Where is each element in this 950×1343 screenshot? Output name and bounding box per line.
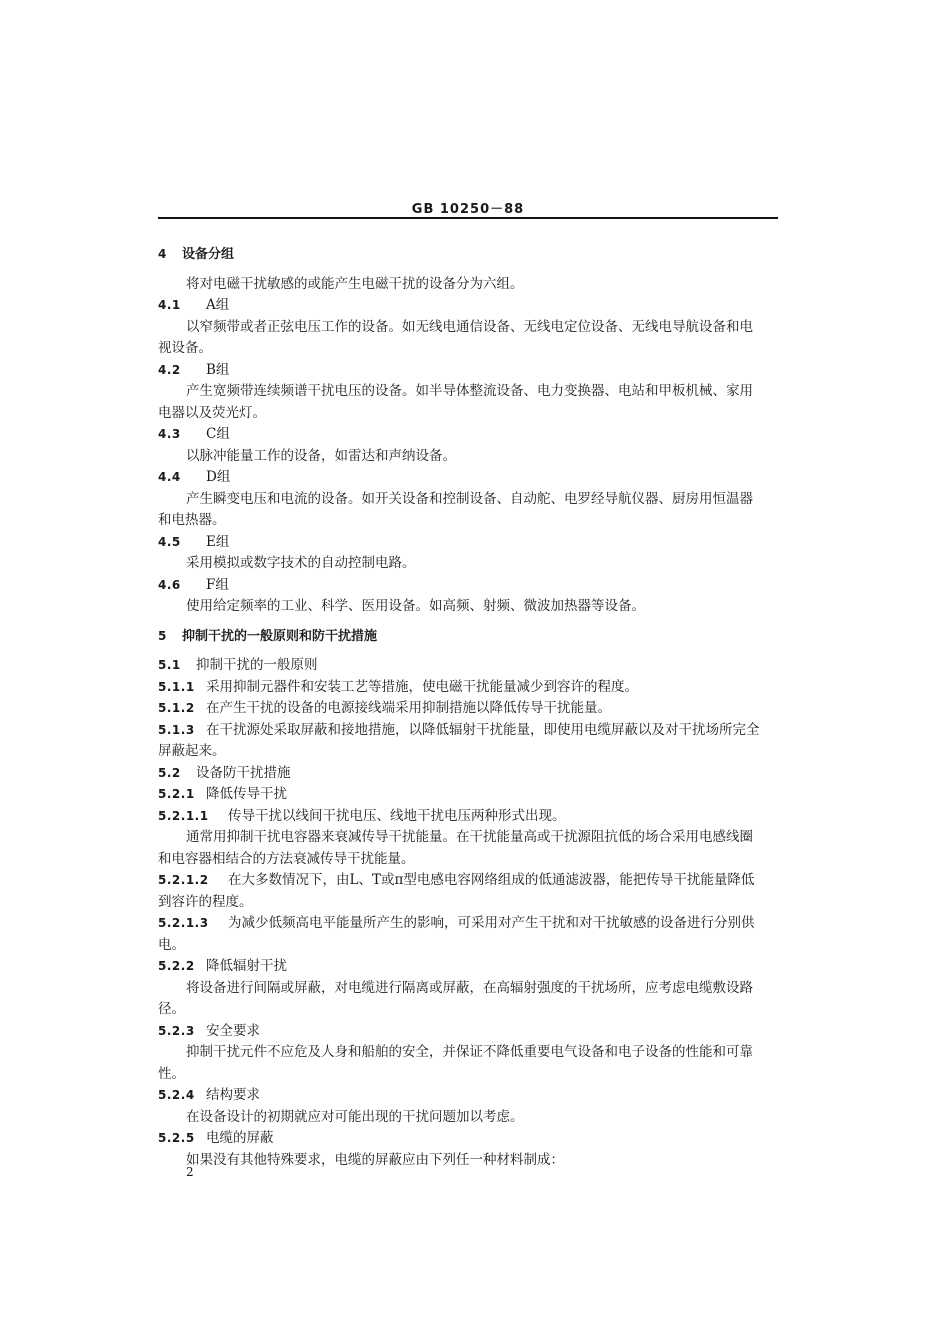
clause-title: B组 — [206, 361, 230, 378]
clause-number: 4.3 — [158, 427, 181, 441]
paragraph-line: 抑制干扰元件不应危及人身和船舶的安全，并保证不降低重要电气设备和电子设备的性能和可靠 — [186, 1044, 753, 1060]
clause-title: E组 — [206, 533, 230, 550]
document-code-header: GB 10250－88 — [411, 202, 525, 217]
paragraph-line: 产生瞬变电压和电流的设备。如开关设备和控制设备、自动舵、电罗经导航仪器、厨房用恒温器 — [186, 490, 753, 507]
clause-number: 5.1.1 — [158, 679, 195, 694]
paragraph-line: 电。 — [158, 936, 185, 953]
clause-5-2-1-3 — [158, 913, 778, 935]
paragraph-line: 在设备设计的初期就应对可能出现的干扰问题加以考虑。 — [186, 1108, 524, 1125]
clause-4-4-heading — [158, 467, 778, 489]
clause-number: 4.6 — [158, 577, 181, 592]
clause-number: 4.5 — [158, 534, 181, 549]
paragraph-line: 产生宽频带连续频谱干扰电压的设备。如半导体整流设备、电力变换器、电站和甲板机械、家用 — [186, 383, 753, 399]
clause-title: F组 — [206, 576, 229, 593]
clause-4-6-heading — [158, 575, 778, 597]
section-number: 4 — [158, 247, 167, 261]
page-number: 2 — [186, 1165, 194, 1179]
paragraph-line: 以脉冲能量工作的设备，如雷达和声纳设备。 — [186, 447, 456, 464]
clause-5-1-2 — [158, 698, 778, 720]
clause-title: 降低传导干扰 — [206, 786, 287, 802]
clause-4-5-heading — [158, 532, 778, 554]
paragraph-line: 径。 — [158, 1001, 185, 1017]
clause-5-2-1-2 — [158, 870, 778, 892]
paragraph-line: 电器以及荧光灯。 — [158, 404, 266, 421]
clause-number: 5.1.2 — [158, 701, 195, 715]
clause-title: 电缆的屏蔽 — [206, 1130, 274, 1146]
clause-title: 安全要求 — [206, 1022, 260, 1039]
clause-5-2-heading — [158, 763, 778, 785]
clause-title: D组 — [206, 469, 231, 485]
clause-number: 5.2.5 — [158, 1131, 195, 1145]
clause-5-2-3-heading — [158, 1021, 778, 1043]
clause-number: 5.2.1.3 — [158, 916, 209, 930]
clause-title: A组 — [206, 297, 230, 313]
clause-number: 5.2.1.2 — [158, 873, 209, 887]
paragraph-line: 通常用抑制干扰电容器来衰减传导干扰能量。在干扰能量高或干扰源阻抗低的场合采用电感线圈 — [186, 829, 753, 845]
clause-number: 5.2.1.1 — [158, 808, 209, 823]
paragraph-line: 以窄频带或者正弦电压工作的设备。如无线电通信设备、无线电定位设备、无线电导航设备和电 — [186, 318, 753, 335]
clause-5-1-1 — [158, 677, 778, 699]
clause-text: 传导干扰以线间干扰电压、线地干扰电压两种形式出现。 — [228, 807, 566, 824]
paragraph-line: 到容许的程度。 — [158, 893, 253, 910]
paragraph-line: 视设备。 — [158, 340, 212, 356]
clause-text: 在干扰源处采取屏蔽和接地措施，以降低辐射干扰能量，即使用电缆屏蔽以及对干扰场所完全 — [206, 721, 760, 738]
clause-title: 降低辐射干扰 — [206, 958, 287, 974]
paragraph-line: 使用给定频率的工业、科学、医用设备。如高频、射频、微波加热器等设备。 — [186, 598, 645, 614]
paragraph-line: 采用模拟或数字技术的自动控制电路。 — [186, 555, 416, 571]
clause-5-2-1-1 — [158, 806, 778, 828]
document-body — [158, 244, 778, 1171]
section-5-heading — [158, 626, 778, 648]
section-number: 5 — [158, 628, 167, 643]
clause-number: 4.4 — [158, 470, 181, 484]
clause-4-2-heading — [158, 360, 778, 382]
paragraph-line: 将设备进行间隔或屏蔽，对电缆进行隔离或屏蔽，在高辐射强度的干扰场所，应考虑电缆敷设路 — [186, 979, 753, 996]
section-title: 设备分组 — [182, 247, 235, 262]
clause-title: 设备防干扰措施 — [196, 764, 291, 781]
section-4-heading — [158, 244, 778, 266]
clause-number: 5.2 — [158, 765, 181, 780]
clause-number: 4.1 — [158, 298, 181, 312]
clause-text: 在大多数情况下，由L、T或π型电感电容网络组成的低通滤波器，能把传导干扰能量降低 — [228, 872, 755, 888]
clause-number: 4.2 — [158, 362, 181, 377]
clause-number: 5.2.4 — [158, 1088, 195, 1102]
section-4-intro: 将对电磁干扰敏感的或能产生电磁干扰的设备分为六组。 — [186, 275, 524, 292]
clause-5-1-3 — [158, 720, 778, 742]
section-title: 抑制干扰的一般原则和防干扰措施 — [182, 628, 378, 644]
clause-number: 5.2.2 — [158, 959, 195, 973]
clause-title: 结构要求 — [206, 1087, 260, 1103]
clause-number: 5.1.3 — [158, 722, 195, 737]
clause-5-2-1-heading — [158, 784, 778, 806]
clause-4-1-heading — [158, 295, 778, 317]
paragraph-line: 和电容器相结合的方法衰减传导干扰能量。 — [158, 850, 415, 867]
clause-4-3-heading — [158, 424, 778, 446]
clause-number: 5.2.3 — [158, 1023, 195, 1038]
clause-5-1-heading — [158, 655, 778, 677]
clause-text: 采用抑制元器件和安装工艺等措施，使电磁干扰能量减少到容许的程度。 — [206, 678, 638, 695]
clause-5-2-4-heading — [158, 1085, 778, 1107]
clause-text: 为减少低频高电平能量所产生的影响，可采用对产生干扰和对干扰敏感的设备进行分别供 — [228, 915, 755, 931]
paragraph-line: 和电热器。 — [158, 512, 226, 528]
paragraph-line: 性。 — [158, 1065, 185, 1082]
clause-number: 5.2.1 — [158, 787, 195, 801]
clause-title: C组 — [206, 426, 230, 442]
paragraph-line: 屏蔽起来。 — [158, 743, 226, 759]
clause-number: 5.1 — [158, 658, 181, 672]
clause-title: 抑制干扰的一般原则 — [196, 657, 318, 673]
clause-5-2-2-heading — [158, 956, 778, 978]
header-rule — [158, 217, 778, 219]
clause-text: 在产生干扰的设备的电源接线端采用抑制措施以降低传导干扰能量。 — [206, 700, 611, 716]
paragraph-line: 如果没有其他特殊要求，电缆的屏蔽应由下列任一种材料制成： — [186, 1151, 564, 1168]
clause-5-2-5-heading — [158, 1128, 778, 1150]
